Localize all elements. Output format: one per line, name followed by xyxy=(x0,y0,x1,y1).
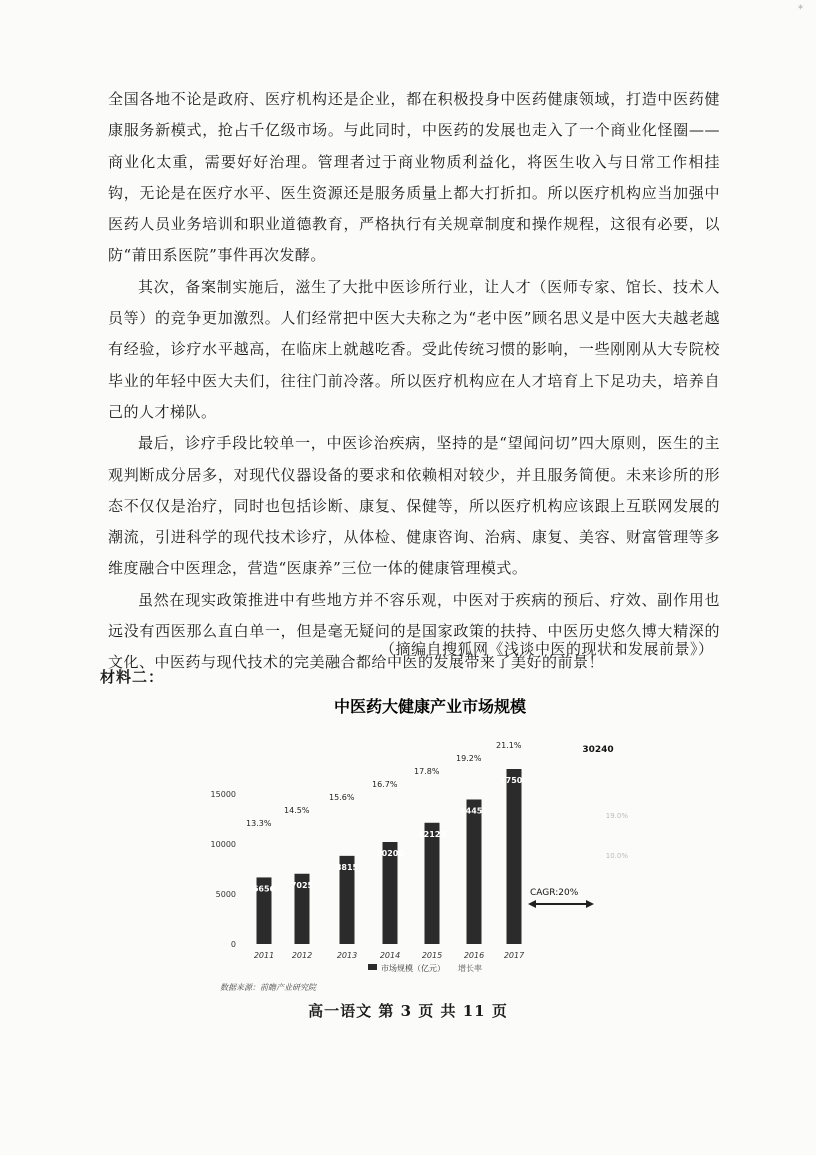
legend-label: 市场规模（亿元） xyxy=(381,964,445,973)
bar-value-label: 12123 xyxy=(418,829,446,839)
material-two-label: 材料二： xyxy=(100,668,165,686)
y-tick-label: 15000 xyxy=(210,790,236,799)
cagr-arrow-head-left xyxy=(528,900,536,908)
x-tick-label: 2012 xyxy=(291,951,313,960)
chart-legend xyxy=(368,963,482,973)
y-tick-label: 10000 xyxy=(210,840,236,849)
page-corner-mark: * xyxy=(798,4,803,15)
growth-rate-label: 13.3% xyxy=(246,819,272,828)
bar-value-label: 14451 xyxy=(460,806,488,816)
paragraph-3: 最后，诊疗手段比较单一，中医诊治疾病，坚持的是“望闻问切”四大原则，医生的主观判断成分居多，对现代仪器设备的要求和依赖相对较少，并且服务简便。未来诊所的形态不仅仅是治疗，同时也包括诊断、康复、保健等，所以医疗机构应该跟上互联网发展的潮流，引进科学的现代技术诊疗，从体检、健康咨询、治病、康复、美容、财富管理等多维度融合中医理念，营造“医康养”三位一体的健康管理模式。 xyxy=(108,434,720,578)
y-tick-label: 0 xyxy=(230,940,236,949)
bar-value-label: 10200 xyxy=(376,849,404,858)
growth-rate-label: 21.1% xyxy=(496,741,522,750)
legend-label: 增长率 xyxy=(458,964,482,973)
bar-value-label: 8815 xyxy=(335,862,359,872)
growth-rate-label: 14.5% xyxy=(284,806,310,815)
x-tick-label: 2013 xyxy=(336,951,358,960)
bar xyxy=(425,823,440,944)
bar-series xyxy=(246,741,614,944)
x-tick-label: 2014 xyxy=(379,951,401,960)
article-body xyxy=(108,84,720,679)
growth-rate-label: 16.7% xyxy=(372,780,398,789)
cagr-arrow-head-right xyxy=(586,900,594,908)
chart-title: 中医药大健康产业市场规模 xyxy=(333,697,527,716)
bar-value-label: 30240 xyxy=(582,745,614,755)
bar-value-label: 6656 xyxy=(252,884,276,894)
market-size-chart xyxy=(200,690,640,1000)
x-tick-label: 2015 xyxy=(421,951,443,960)
x-tick-label: 2011 xyxy=(253,951,275,960)
x-tick-label: 2017 xyxy=(503,951,525,960)
paragraph-2: 其次，备案制实施后，滋生了大批中医诊所行业，让人才（医师专家、馆长、技术人员等）的竞争更加激烈。人们经常把中医大夫称之为“老中医”顾名思义是中医大夫越老越有经验，诊疗水平越高，在临床上就越吃香。受此传统习惯的影响，一些刚刚从大专院校毕业的年轻中医大夫们，往往门前冷落。所以医疗机构应在人才培育上下足功夫，培养自己的人才梯队。 xyxy=(108,277,720,421)
growth-rate-label: 19.2% xyxy=(456,754,482,763)
growth-rate-label: 17.8% xyxy=(414,767,440,776)
x-axis xyxy=(254,951,525,960)
faint-right-label: 10.0% xyxy=(605,852,628,860)
paragraph-4: 虽然在现实政策推进中有些地方并不容乐观，中医对于疾病的预后、疗效、副作用也远没有西医那么直白单一，但是毫无疑问的是国家政策的扶持、中医历史悠久博大精深的文化、中医药与现代技术的完美融合都给中医的发展带来了美好的前景！ xyxy=(108,590,720,672)
faint-right-label: 19.0% xyxy=(605,812,628,820)
page-footer: 高一语文 第 3 页 共 11 页 xyxy=(308,1002,508,1020)
y-axis xyxy=(211,790,236,949)
source-citation: （摘编自搜狐网《浅谈中医的现状和发展前景》） xyxy=(380,640,714,658)
y-tick-label: 5000 xyxy=(215,890,236,899)
chart-svg xyxy=(200,690,640,1000)
cagr-label: CAGR:20% xyxy=(530,888,579,898)
growth-rate-label: 15.6% xyxy=(329,793,355,802)
x-tick-label: 2016 xyxy=(463,951,485,960)
paragraph-1: 全国各地不论是政府、医疗机构还是企业，都在积极投身中医药健康领域，打造中医药健康服务新模式，抢占千亿级市场。与此同时，中医药的发展也走入了一个商业化怪圈——商业化太重，需要好好治理。管理者过于商业物质利益化，将医生收入与日常工作相挂钩，无论是在医疗水平、医生资源还是服务质量上都大打折扣。所以医疗机构应当加强中医药人员业务培训和职业道德教育，严格执行有关规章制度和操作规程，这很有必要，以防“莆田系医院”事件再次发酵。 xyxy=(108,90,720,265)
cagr-annotation xyxy=(528,812,628,908)
legend-swatch xyxy=(368,964,377,970)
bar xyxy=(467,799,482,944)
bar-value-label: 7025 xyxy=(290,880,314,890)
bar xyxy=(507,769,522,944)
chart-source-note: 数据来源：前瞻产业研究院 xyxy=(220,983,316,992)
bar-value-label: 17500 xyxy=(500,776,528,785)
